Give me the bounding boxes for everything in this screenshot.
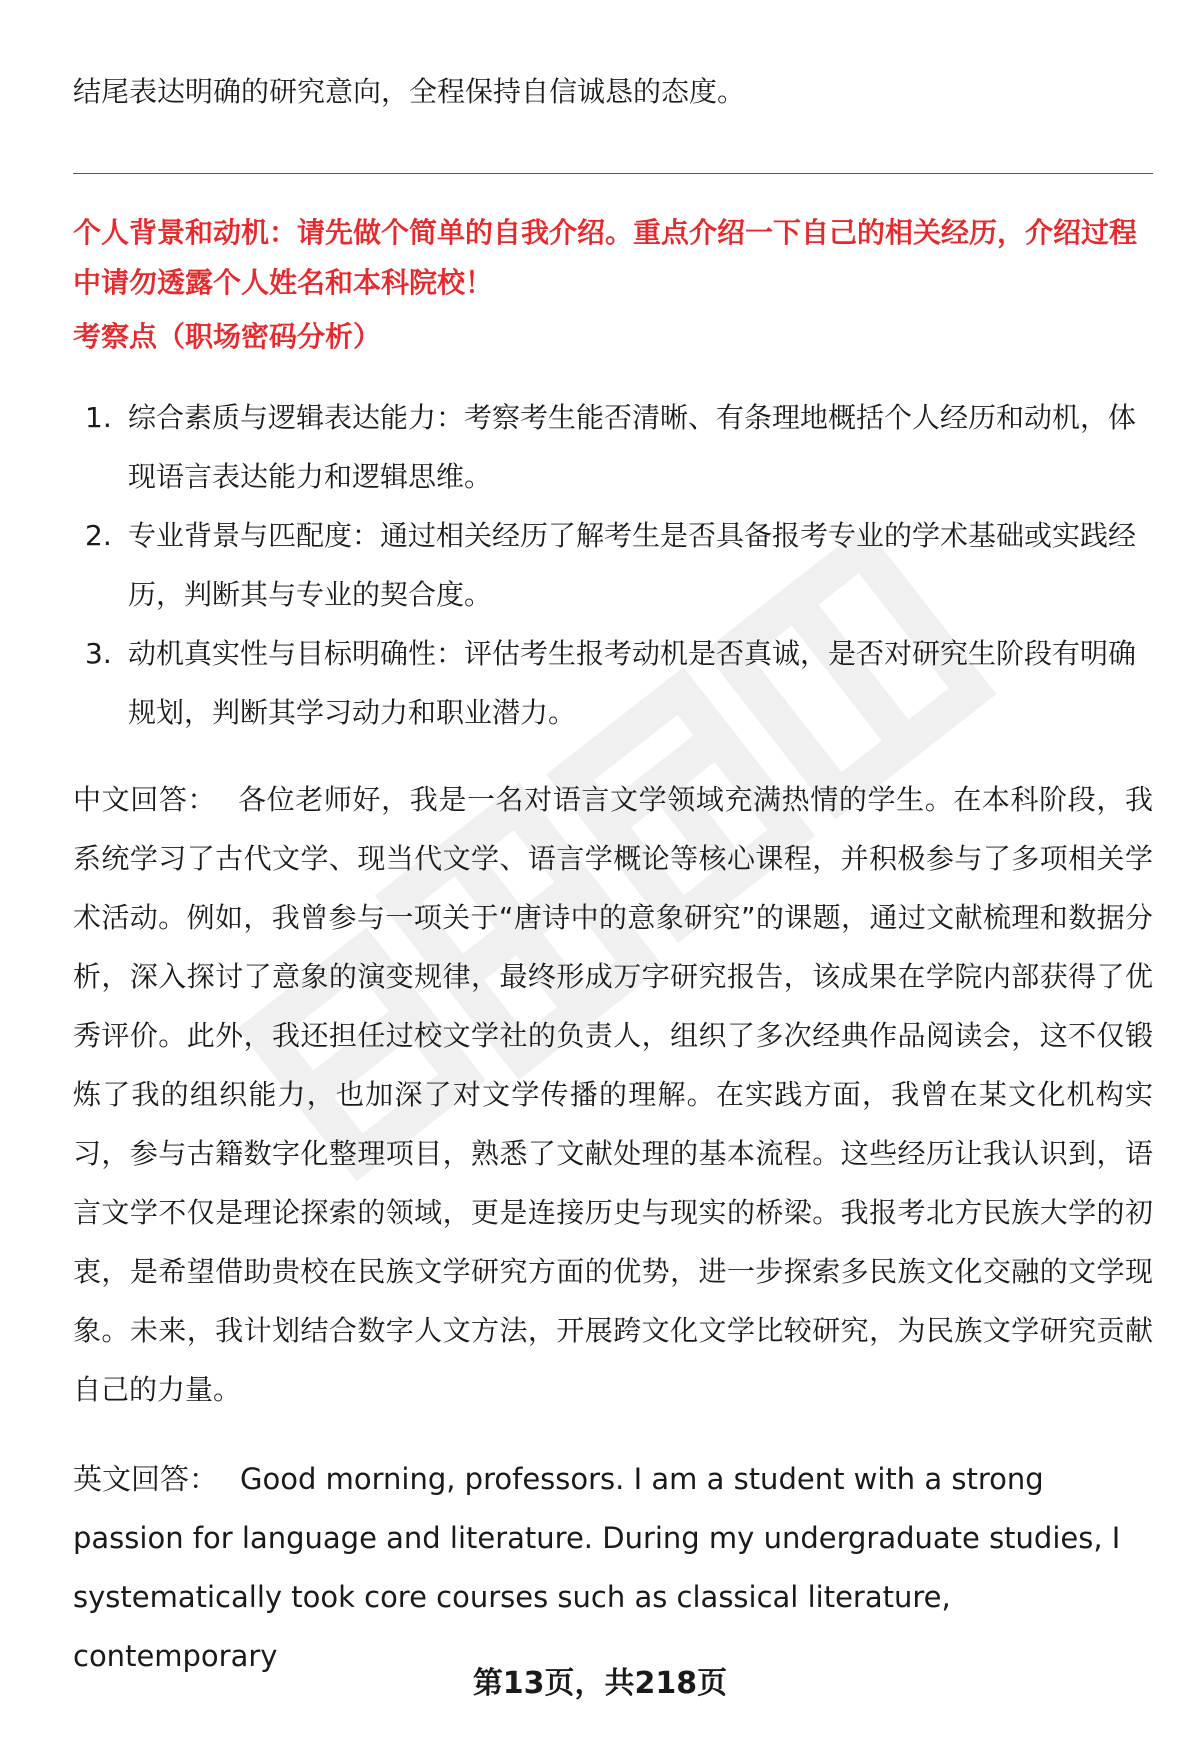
point-number: 1. — [85, 401, 112, 434]
assessment-point — [73, 506, 1153, 624]
section-divider — [73, 173, 1153, 174]
english-answer-label: 英文回答： — [73, 1462, 219, 1496]
point-text: 专业背景与匹配度：通过相关经历了解考生是否具备报考专业的学术基础或实践经历，判断其与专业的契合度。 — [128, 519, 1137, 611]
question-heading: 个人背景和动机：请先做个简单的自我介绍。重点介绍一下自己的相关经历，介绍过程中请勿透露个人姓名和本科院校！ — [73, 216, 1138, 299]
point-number: 3. — [85, 637, 112, 670]
chinese-answer-label: 中文回答： — [73, 783, 217, 816]
assessment-title: 考察点（职场密码分析） — [73, 320, 382, 353]
point-text: 综合素质与逻辑表达能力：考察考生能否清晰、有条理地概括个人经历和动机，体现语言表达能力和逻辑思维。 — [128, 401, 1137, 493]
chinese-answer — [73, 770, 1153, 1419]
assessment-point — [73, 624, 1153, 742]
assessment-point — [73, 388, 1153, 506]
point-text: 动机真实性与目标明确性：评估考生报考动机是否真诚，是否对研究生阶段有明确规划，判断其学习动力和职业潜力。 — [128, 637, 1137, 729]
intro-text: 结尾表达明确的研究意向，全程保持自信诚恳的态度。 — [73, 75, 746, 108]
english-answer — [73, 1450, 1153, 1686]
page-number: 第13页，共218页 — [472, 1666, 728, 1701]
english-answer-text: Good morning, professors. I am a student with a strong passion for language and literature. During my undergraduate studies, I systematically took core courses such as classical literature, contemporary — [73, 1462, 1121, 1673]
assessment-points-list — [73, 388, 1153, 742]
point-number: 2. — [85, 519, 112, 552]
chinese-answer-text: 各位老师好，我是一名对语言文学领域充满热情的学生。在本科阶段，我系统学习了古代文学、现当代文学、语言学概论等核心课程，并积极参与了多项相关学术活动。例如，我曾参与一项关于“唐诗中的意象研究”的课题，通过文献梳理和数据分析，深入探讨了意象的演变规律，最终形成万字研究报告，该成果在学院内部获得了优秀评价。此外，我还担任过校文学社的负责人，组织了多次经典作品阅读会，这不仅锻炼了我的组织能力，也加深了对文学传播的理解。在实践方面，我曾在某文化机构实习，参与古籍数字化整理项目，熟悉了文献处理的基本流程。这些经历让我认识到，语言文学不仅是理论探索的领域，更是连接历史与现实的桥梁。我报考北方民族大学的初衷，是希望借助贵校在民族文学研究方面的优势，进一步探索多民族文化交融的文学现象。未来，我计划结合数字人文方法，开展跨文化文学比较研究，为民族文学研究贡献自己的力量。 — [73, 783, 1153, 1406]
